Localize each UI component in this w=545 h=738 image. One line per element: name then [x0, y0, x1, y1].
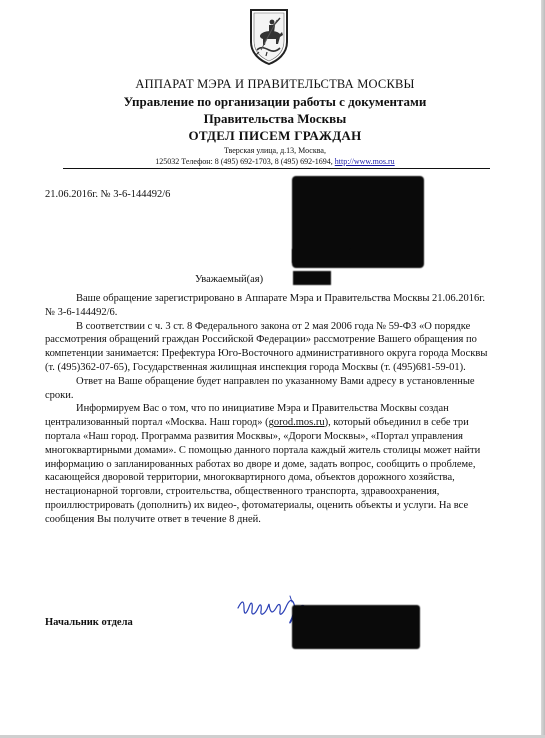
signatory-title: Начальник отдела	[45, 617, 133, 628]
page-edge-shadow	[541, 0, 545, 738]
redacted-signatory-name	[292, 605, 420, 649]
greeting: Уважаемый(ая)	[195, 274, 264, 285]
paragraph-response: Ответ на Ваше обращение будет направлен по указанному Вами адресу в установленные сроки.	[45, 375, 475, 401]
redacted-recipient-name	[292, 249, 350, 263]
paragraph-competence: В соответствии с ч. 3 ст. 8 Федерального закона от 2 мая 2006 года № 59-ФЗ «О порядке рассмотрения обращений граждан Российской Федерации» рассмотрение Вашего обращения по компетенции занимается: Префектура Юго-Восточного административного округа города Москвы (т. (495)362-07-65), Государственная жилищная инспекция города Москвы (т. (495)681-59-01).	[45, 320, 488, 373]
organization-name: АППАРАТ МЭРА И ПРАВИТЕЛЬСТВА МОСКВЫ	[135, 77, 415, 91]
redacted-greeting-name	[293, 271, 331, 285]
address-line-2	[60, 157, 490, 166]
paragraph-registration: Ваше обращение зарегистрировано в Аппарате Мэра и Правительства Москвы 21.06.2016г. № 3-6-144492/6.	[45, 293, 486, 318]
letter-body	[45, 292, 497, 527]
address-line-1: Тверская улица, д.13, Москва,	[224, 146, 326, 155]
department-line-3: ОТДЕЛ ПИСЕМ ГРАЖДАН	[188, 128, 362, 143]
paragraph-portal	[45, 402, 497, 526]
portal-link[interactable]: gorod.mos.ru	[268, 417, 325, 429]
department-line-2: Правительства Москвы	[203, 111, 347, 126]
header-divider	[63, 168, 490, 169]
moscow-coat-of-arms-icon	[247, 8, 291, 66]
phone-text: 125032 Телефон: 8 (495) 692-1703, 8 (495) 692-1694,	[155, 157, 335, 166]
reference-number: 21.06.2016г. № 3-6-144492/6	[45, 189, 171, 200]
website-link[interactable]: http://www.mos.ru	[334, 157, 395, 166]
paragraph-portal-text-start: Информируем Вас о том, что по инициативе Мэра и Правительства Москвы создан централизованный портал «Москва. Наш город» (	[45, 403, 449, 429]
department-line-1: Управление по организации работы с документами	[123, 94, 427, 109]
paragraph-portal-text-end: ), который объединил в себе три портала «Наш город. Программа развития Москвы», «Дороги Москвы», «Портал управления многоквартирными домами». С помощью данного портала каждый житель столицы может найти информацию о запланированных работах во дворе и доме, задать вопрос, сообщить о проблеме, касающейся дворовой территории, многоквартирного дома, объектов дорожного хозяйства, нестационарной торговли, строительства, общественного транспорта, здравоохранения, проиллюстрировать (дополнить) их видео-, фотоматериалы, оценить объекты и услуги. На все сообщения Вы получите ответ в течение 8 дней.	[45, 417, 481, 525]
